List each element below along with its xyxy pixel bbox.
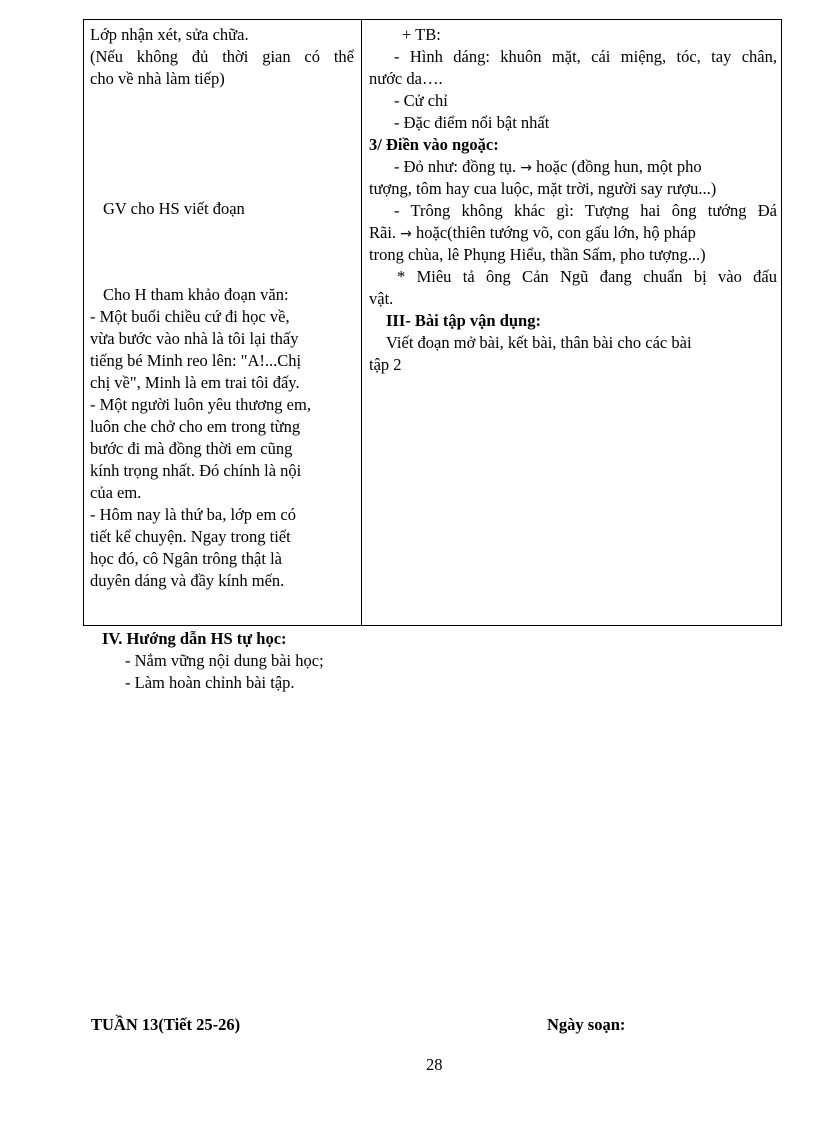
self-study-heading: IV. Hướng dẫn HS tự học:	[102, 629, 287, 648]
red-text-alt: hoặc (đồng hun, một pho	[536, 157, 702, 176]
left-line-3: cho về nhà làm tiếp)	[90, 69, 225, 88]
passage-line: vừa bước vào nhà là tôi lại thấy	[90, 329, 299, 348]
red-text: - Đỏ như: đồng tụ.	[394, 157, 517, 176]
passage-line: luôn che chở cho em trong từng	[90, 417, 301, 436]
self-study-item: - Làm hoàn chỉnh bài tập.	[125, 673, 295, 692]
passage-line: chị về", Minh là em trai tôi đấy.	[90, 373, 300, 392]
passage-line: tiết kể chuyện. Ngay trong tiết	[90, 527, 291, 546]
fill-heading: 3/ Điền vào ngoặc:	[369, 135, 499, 154]
date-label: Ngày soạn:	[547, 1015, 626, 1034]
self-study-item: - Nắm vững nội dung bài học;	[125, 651, 324, 670]
gesture-line: - Cử chỉ	[394, 91, 448, 110]
tb-label: + TB:	[402, 25, 441, 44]
passage-line: của em.	[90, 483, 142, 502]
shape-line-2: nước da….	[369, 69, 443, 88]
week-title: TUẦN 13(Tiết 25-26)	[91, 1015, 241, 1034]
look-line-1: - Trông không khác gì: Tượng hai ông tướng Đá	[394, 201, 777, 220]
describe-line-2: vật.	[369, 289, 394, 308]
arrow-right-icon: →	[400, 226, 412, 242]
arrow-right-icon: →	[520, 160, 533, 176]
exercise-line-2: tập 2	[369, 355, 402, 374]
passage-line: - Một người luôn yêu thương em,	[90, 395, 311, 414]
page-number: 28	[426, 1055, 443, 1074]
look-text-alt: hoặc(thiên tướng võ, con gấu lớn, hộ pháp	[416, 223, 696, 242]
exercise-line-1: Viết đoạn mở bài, kết bài, thân bài cho các bài	[386, 333, 692, 352]
look-text: Rãi.	[369, 223, 397, 242]
column-divider	[361, 20, 362, 625]
passage-line: duyên dáng và đầy kính mến.	[90, 571, 285, 590]
red-line-1	[394, 156, 702, 179]
red-line-2: tượng, tôm hay cua luộc, mặt trời, người say rượu...)	[369, 179, 717, 198]
left-line-1: Lớp nhận xét, sửa chữa.	[90, 25, 249, 44]
passage-line: - Một buổi chiều cứ đi học về,	[90, 307, 290, 326]
passage-line: tiếng bé Minh reo lên: "A!...Chị	[90, 351, 302, 370]
left-line-2: (Nếu không đủ thời gian có thể	[90, 47, 354, 66]
lesson-table	[83, 19, 782, 626]
describe-line-1: * Miêu tả ông Cản Ngũ đang chuẩn bị vào đấu	[397, 267, 777, 286]
passage-line: - Hôm nay là thứ ba, lớp em có	[90, 505, 296, 524]
feature-line: - Đặc điểm nổi bật nhất	[394, 113, 550, 132]
look-line-3: trong chùa, lê Phụng Hiểu, thần Sấm, pho tượng...)	[369, 245, 706, 264]
passage-line: bước đi mà đồng thời em cũng	[90, 439, 293, 458]
passage-line: học đó, cô Ngân trông thật là	[90, 549, 282, 568]
exercise-heading: III- Bài tập vận dụng:	[386, 311, 541, 330]
reference-heading: Cho H tham khảo đoạn văn:	[103, 285, 289, 304]
passage-line: kính trọng nhất. Đó chính là nội	[90, 461, 302, 480]
instruction-text: GV cho HS viết đoạn	[103, 199, 245, 218]
look-line-2	[369, 222, 696, 245]
shape-line-1: - Hình dáng: khuôn mặt, cái miệng, tóc, tay chân,	[394, 47, 777, 66]
